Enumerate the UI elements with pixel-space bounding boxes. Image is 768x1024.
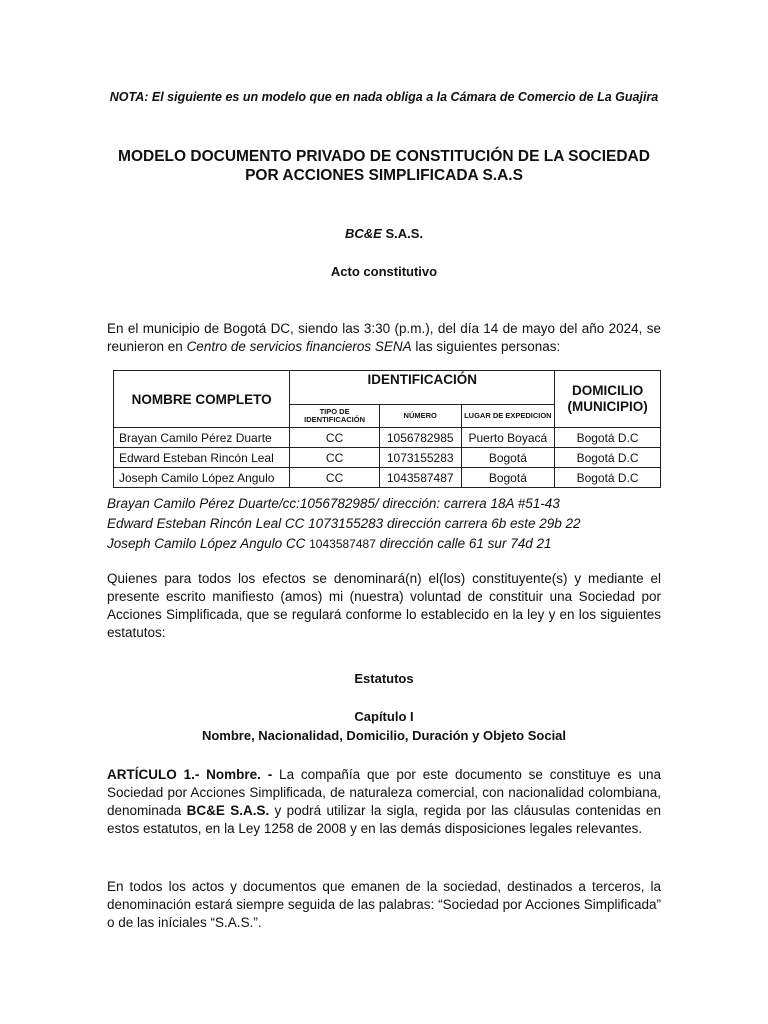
- intro-text-2: las siguientes personas:: [411, 339, 561, 354]
- cell-domicilio: Bogotá D.C: [555, 448, 661, 468]
- table-row: [114, 468, 661, 488]
- cell-domicilio: Bogotá D.C: [555, 428, 661, 448]
- acto-constitutivo-heading: Acto constitutivo: [330, 264, 438, 279]
- cell-tipo: CC: [290, 448, 380, 468]
- capitulo-heading: Capítulo I: [354, 709, 414, 724]
- header-domicilio: DOMICILIO (MUNICIPIO): [555, 371, 661, 428]
- estatutos-heading: Estatutos: [354, 671, 414, 686]
- subheader-numero: NÚMERO: [379, 405, 461, 428]
- nota-disclaimer: NOTA: El siguiente es un modelo que en nada obliga a la Cámara de Comercio de La Guajira: [109, 90, 659, 104]
- cell-tipo: CC: [290, 468, 380, 488]
- cell-lugar: Bogotá: [461, 468, 555, 488]
- founders-table: [113, 370, 661, 488]
- articulo-1-paragraph: [107, 766, 661, 838]
- cell-name: Joseph Camilo López Angulo: [114, 468, 290, 488]
- subheader-lugar: LUGAR DE EXPEDICION: [461, 405, 555, 428]
- table-row: [114, 448, 661, 468]
- cell-lugar: Puerto Boyacá: [461, 428, 555, 448]
- header-nombre-completo: NOMBRE COMPLETO: [114, 371, 290, 428]
- header-identificacion: IDENTIFICACIÓN: [290, 371, 555, 405]
- title-line-2: POR ACCIONES SIMPLIFICADA S.A.S: [245, 167, 523, 184]
- person-line-1: Brayan Camilo Pérez Duarte/cc:1056782985/ dirección: carrera 18A #51-43: [107, 496, 560, 511]
- subheader-tipo: TIPO DE IDENTIFICACIÓN: [290, 405, 380, 428]
- company-heading: [0, 226, 768, 241]
- cell-lugar: Bogotá: [461, 448, 555, 468]
- cell-domicilio: Bogotá D.C: [555, 468, 661, 488]
- articulo-1-second-paragraph: En todos los actos y documentos que emanen de la sociedad, destinados a terceros, la denominación estará siempre seguida de las palabras: “Sociedad por Acciones Simplificada” o de las iníciales “S.A.S.”.: [107, 879, 661, 930]
- cell-name: Edward Esteban Rincón Leal: [114, 448, 290, 468]
- quienes-paragraph: Quienes para todos los efectos se denominará(n) el(los) constituyente(s) y mediante el presente escrito manifiesto (amos) mi (nuestra) voluntad de constituir una Sociedad por Acciones Simplificada, que se regulará conforme lo establecido en la ley y en los siguientes estatutos:: [107, 571, 661, 640]
- company-name: BC&E: [344, 226, 382, 241]
- person-line-2: Edward Esteban Rincón Leal CC 1073155283 dirección carrera 6b este 29b 22: [107, 516, 581, 531]
- capitulo-subheading: Nombre, Nacionalidad, Domicilio, Duración y Objeto Social: [201, 728, 567, 743]
- person-line-3-id: 1043587487: [309, 537, 376, 551]
- cell-numero: 1043587487: [379, 468, 461, 488]
- person-line-3-a: Joseph Camilo López Angulo CC: [107, 536, 310, 551]
- table-row: [114, 428, 661, 448]
- cell-numero: 1073155283: [379, 448, 461, 468]
- articulo-1-label: ARTÍCULO 1.- Nombre. -: [107, 767, 273, 782]
- intro-text-1: En el municipio de Bogotá DC, siendo las 3:30 (p.m.), del día 14 de mayo del año 2024, se reunieron en: [107, 321, 661, 354]
- title-line-1: MODELO DOCUMENTO PRIVADO DE CONSTITUCIÓN DE LA SOCIEDAD: [118, 148, 650, 165]
- person-line-3-b: dirección calle 61 sur 74d 21: [375, 536, 552, 551]
- cell-numero: 1056782985: [379, 428, 461, 448]
- company-suffix: S.A.S.: [381, 226, 424, 241]
- document-title: [80, 147, 688, 185]
- articulo-1-company-name: BC&E S.A.S.: [186, 803, 270, 818]
- cell-tipo: CC: [290, 428, 380, 448]
- intro-paragraph: [107, 320, 661, 356]
- intro-place: Centro de servicios financieros SENA: [186, 339, 412, 354]
- cell-name: Brayan Camilo Pérez Duarte: [114, 428, 290, 448]
- person-line-3: [107, 536, 667, 551]
- articulo-1-text-1: La compañía que por este documento se constituye es una Sociedad por Acciones Simplificada, de naturaleza comercial, con nacionalidad colombiana, denominada: [107, 767, 661, 818]
- articulo-1-text-2: y podrá utilizar la sigla, regida por las cláusulas contenidas en estos estatutos, en la Ley 1258 de 2008 y en las demás disposiciones legales relevantes.: [107, 803, 662, 836]
